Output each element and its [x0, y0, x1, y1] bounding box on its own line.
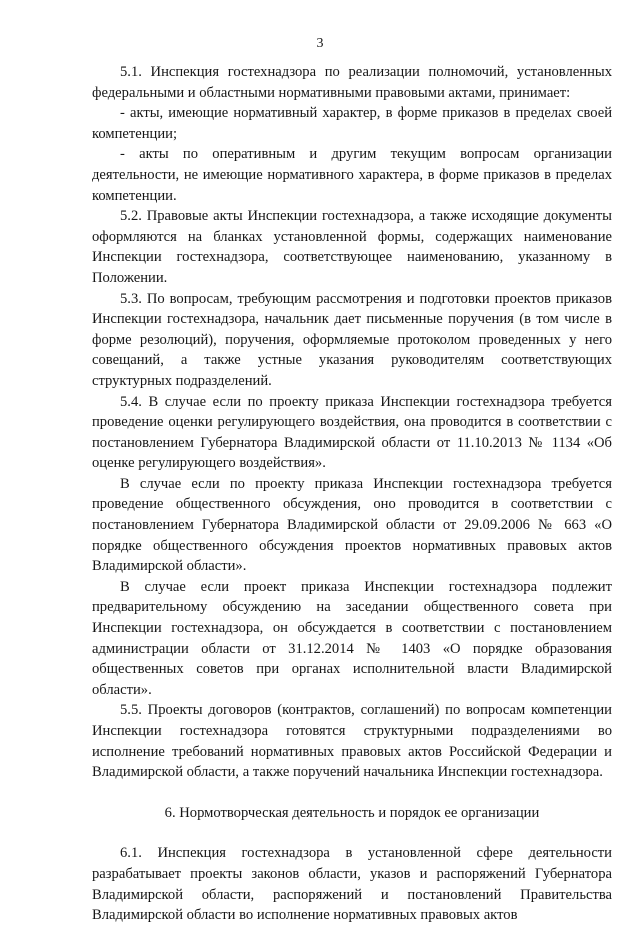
paragraph-public-discussion: В случае если по проекту приказа Инспекции гостехнадзора требуется проведение общественного обсуждения, оно проводится в соответствии с постановлением Губернатора Владимирской области от 29.09.2006 № 663 «О порядке общественного обсуждения проектов нормативных правовых актов Владимирской области».	[92, 475, 612, 575]
document-body	[92, 62, 612, 926]
paragraph-5-4: 5.4. В случае если по проекту приказа Инспекции гостехнадзора требуется проведение оценки регулирующего воздействия, она проводится в соответствии с постановлением Губернатора Владимирской области от 11.10.2013 № 1134 «Об оценке регулирующего воздействия».	[92, 393, 612, 472]
paragraph-6-1: 6.1. Инспекция гостехнадзора в установленной сфере деятельности разрабатывает проекты законов области, указов и распоряжений Губернатора Владимирской области, распоряжений и постановлений Правительства Владимирской области во исполнение нормативных правовых актов	[92, 845, 612, 924]
list-item-operational-acts: - акты по оперативным и другим текущим вопросам организации деятельности, не имеющие нормативного характера, в форме приказов в пределах компетенции.	[92, 146, 612, 204]
paragraph-5-1: 5.1. Инспекция гостехнадзора по реализации полномочий, установленных федеральными и областными нормативными правовыми актами, принимает:	[92, 64, 612, 101]
list-item-normative-acts: - акты, имеющие нормативный характер, в форме приказов в пределах своей компетенции;	[92, 105, 612, 142]
page-number: 3	[316, 36, 324, 51]
paragraph-public-council: В случае если проект приказа Инспекции гостехнадзора подлежит предварительному обсуждению на заседании общественного совета при Инспекции гостехнадзора, он обсуждается в соответствии с постановлением администрации области от 31.12.2014 № 1403 «О порядке образования общественных советов при органах исполнительной власти Владимирской области».	[92, 578, 612, 698]
paragraph-5-5: 5.5. Проекты договоров (контрактов, соглашений) по вопросам компетенции Инспекции гостехнадзора готовятся структурными подразделениями во исполнение требований нормативных правовых актов Российской Федерации и Владимирской области, а также поручений начальника Инспекции гостехнадзора.	[92, 702, 612, 781]
paragraph-5-2: 5.2. Правовые акты Инспекции гостехнадзора, а также исходящие документы оформляются на бланках установленной формы, содержащих наименование Инспекции гостехнадзора, соответствующее наименованию, указанному в Положении.	[92, 208, 612, 286]
section-heading: 6. Нормотворческая деятельность и порядок ее организации	[164, 804, 540, 821]
paragraph-5-3: 5.3. По вопросам, требующим рассмотрения и подготовки проектов приказов Инспекции гостехнадзора, начальник дает письменные поручения (в том числе в форме резолюций), поручения, оформляемые протоколом проведенных у него совещаний, а также устные указания руководителям соответствующих структурных подразделений.	[92, 290, 612, 389]
